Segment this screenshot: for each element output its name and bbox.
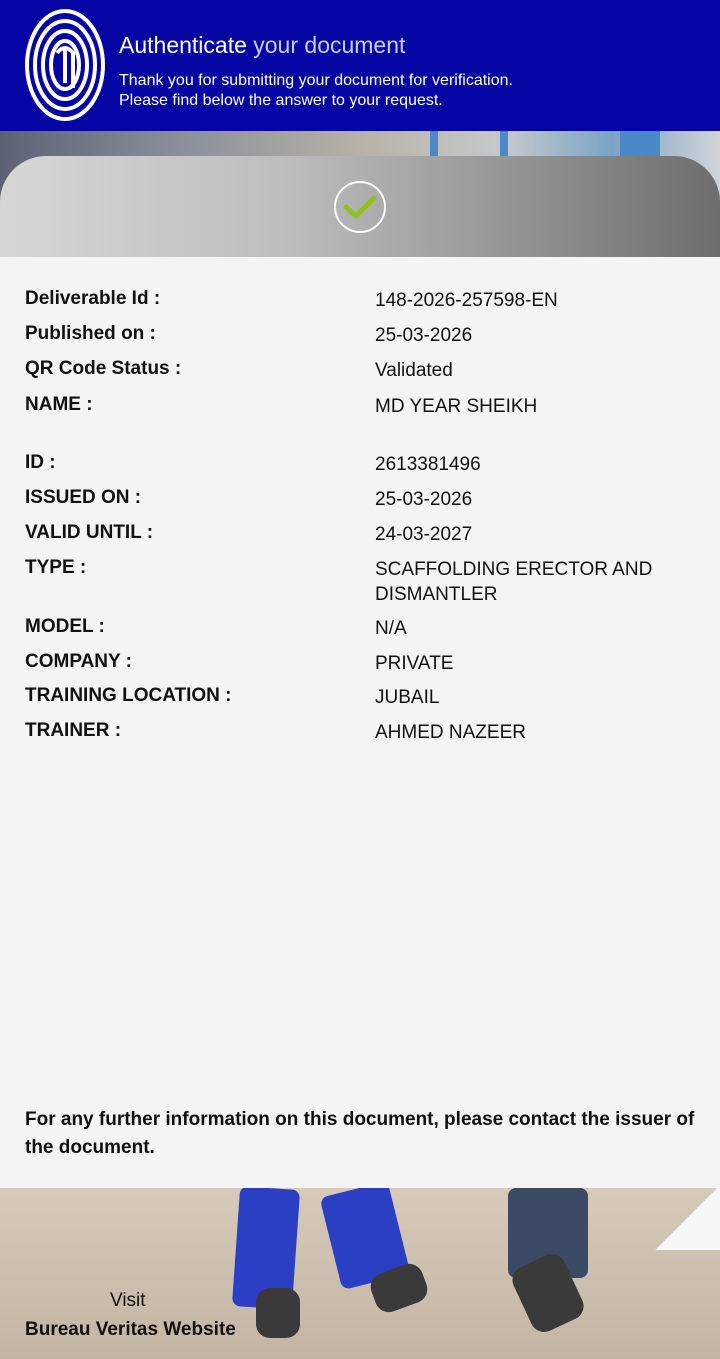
subtitle-line-1: Thank you for submitting your document for verification.	[119, 72, 513, 89]
detail-value: MD YEAR SHEIKH	[375, 396, 538, 417]
detail-label: TRAINING LOCATION :	[25, 685, 232, 706]
detail-label: VALID UNTIL :	[25, 522, 154, 543]
subtitle-line-2: Please find below the answer to your request.	[119, 92, 443, 109]
page-title	[119, 31, 405, 59]
photo-detail	[256, 1288, 300, 1338]
check-icon	[343, 194, 377, 220]
status-check	[334, 181, 386, 233]
detail-label: Published on :	[25, 323, 156, 344]
detail-value: Validated	[375, 360, 453, 381]
detail-label: QR Code Status :	[25, 358, 182, 379]
title-strong: Authenticate	[119, 32, 247, 58]
contact-note: For any further information on this document, please contact the issuer of the document.	[25, 1109, 695, 1158]
detail-value: 24-03-2027	[375, 524, 473, 545]
detail-value: AHMED NAZEER	[375, 722, 526, 743]
detail-label: MODEL :	[25, 616, 105, 637]
detail-value: 2613381496	[375, 454, 481, 475]
title-light: your document	[253, 32, 406, 58]
detail-label: TYPE :	[25, 557, 87, 578]
detail-label: ID :	[25, 452, 56, 473]
detail-value: PRIVATE	[375, 653, 454, 674]
detail-label: COMPANY :	[25, 651, 132, 672]
detail-value: SCAFFOLDING ERECTOR AND DISMANTLER	[375, 559, 653, 605]
page-curl	[653, 1188, 720, 1250]
visit-label: Visit	[110, 1290, 146, 1311]
detail-value: 25-03-2026	[375, 489, 473, 510]
detail-value: N/A	[375, 618, 407, 639]
detail-label: NAME :	[25, 394, 93, 415]
fingerprint-icon	[24, 8, 106, 122]
detail-value: 148-2026-257598-EN	[375, 290, 558, 311]
detail-value: JUBAIL	[375, 687, 440, 708]
detail-label: TRAINER :	[25, 720, 122, 741]
header-subtitle	[119, 71, 513, 111]
detail-label: Deliverable Id :	[25, 288, 161, 309]
detail-value: 25-03-2026	[375, 325, 473, 346]
header-bar	[0, 0, 720, 131]
bureau-veritas-website-link[interactable]: Bureau Veritas Website	[25, 1319, 236, 1340]
detail-label: ISSUED ON :	[25, 487, 142, 508]
